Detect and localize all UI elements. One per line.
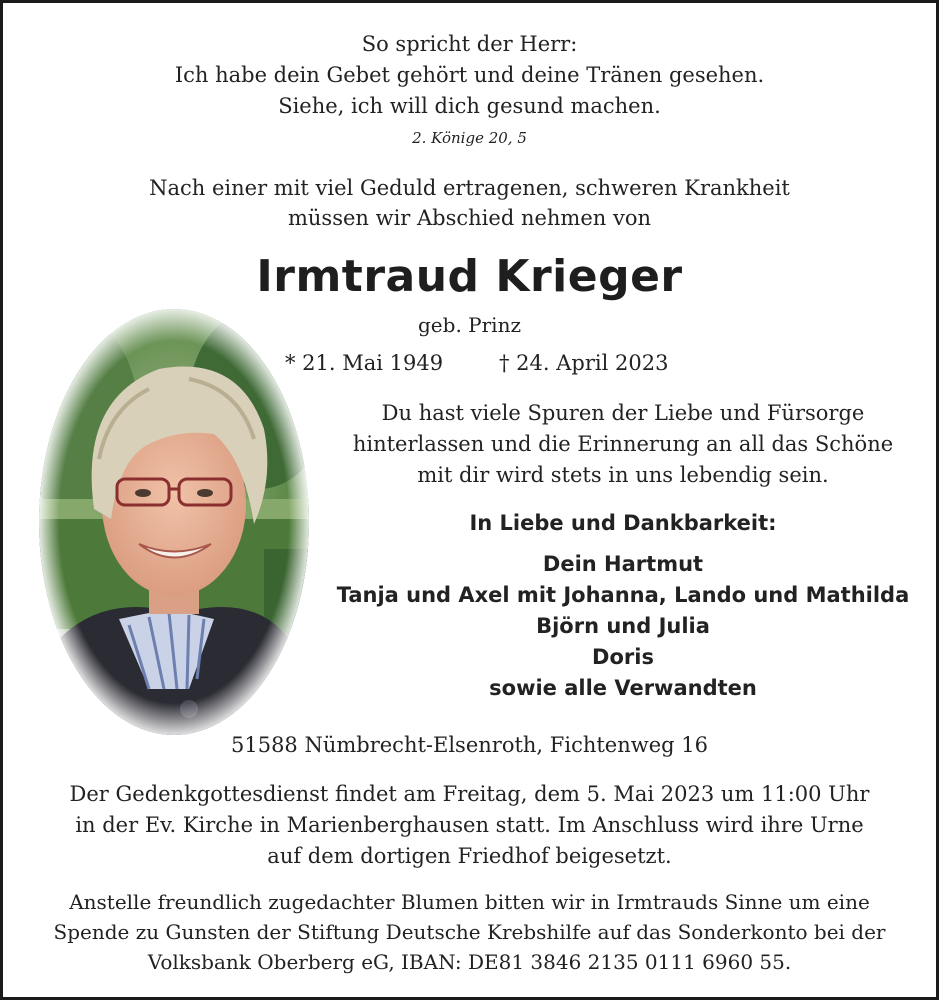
tribute-line-2: hinterlassen und die Erinnerung an all das Schöne <box>352 432 894 456</box>
intro-line-1: Nach einer mit viel Geduld ertragenen, schweren Krankheit <box>149 176 790 200</box>
verse-line-2: Ich habe dein Gebet gehört und deine Tränen gesehen. <box>174 63 765 87</box>
birth-name-text: geb. Prinz <box>418 313 521 337</box>
mourner-item: Dein Hartmut <box>542 552 704 576</box>
death-date: † 24. April 2023 <box>499 351 669 375</box>
mourner-item: Tanja und Axel mit Johanna, Lando und Mathilda <box>336 583 910 607</box>
service-line-3: auf dem dortigen Friedhof beigesetzt. <box>267 844 672 868</box>
mourner-item: sowie alle Verwandten <box>489 676 757 700</box>
donation-line-1: Anstelle freundlich zugedachter Blumen bitten wir in Irmtrauds Sinne um eine <box>69 890 870 914</box>
tribute-text <box>313 398 933 491</box>
tribute-line-3: mit dir wird stets in uns lebendig sein. <box>417 463 829 487</box>
mourner-item: Doris <box>592 645 654 669</box>
birth-date: * 21. Mai 1949 <box>285 351 444 375</box>
closing-line: In Liebe und Dankbarkeit: <box>469 511 777 535</box>
verse-reference: 2. Könige 20, 5 <box>412 129 527 147</box>
portrait-image <box>39 309 309 735</box>
donation-line-3: Volksbank Oberberg eG, IBAN: DE81 3846 2135 0111 6960 55. <box>147 950 792 974</box>
deceased-name: Irmtraud Krieger <box>256 251 683 302</box>
verse-line-3: Siehe, ich will dich gesund machen. <box>278 94 661 118</box>
portrait-photo <box>39 309 309 735</box>
donation-line-2: Spende zu Gunsten der Stiftung Deutsche Krebshilfe auf das Sonderkonto bei der <box>53 920 886 944</box>
verse-line-1: So spricht der Herr: <box>361 32 578 56</box>
mourner-item: Björn und Julia <box>536 614 710 638</box>
intro-line-2: müssen wir Abschied nehmen von <box>287 206 651 230</box>
service-line-1: Der Gedenkgottesdienst findet am Freitag, dem 5. Mai 2023 um 11:00 Uhr <box>69 782 870 806</box>
mourners-list <box>313 549 933 704</box>
tribute-line-1: Du hast viele Spuren der Liebe und Fürsorge <box>381 401 865 425</box>
service-line-2: in der Ev. Kirche in Marienberghausen statt. Im Anschluss wird ihre Urne <box>75 813 864 837</box>
family-address: 51588 Nümbrecht-Elsenroth, Fichtenweg 16 <box>230 733 708 757</box>
